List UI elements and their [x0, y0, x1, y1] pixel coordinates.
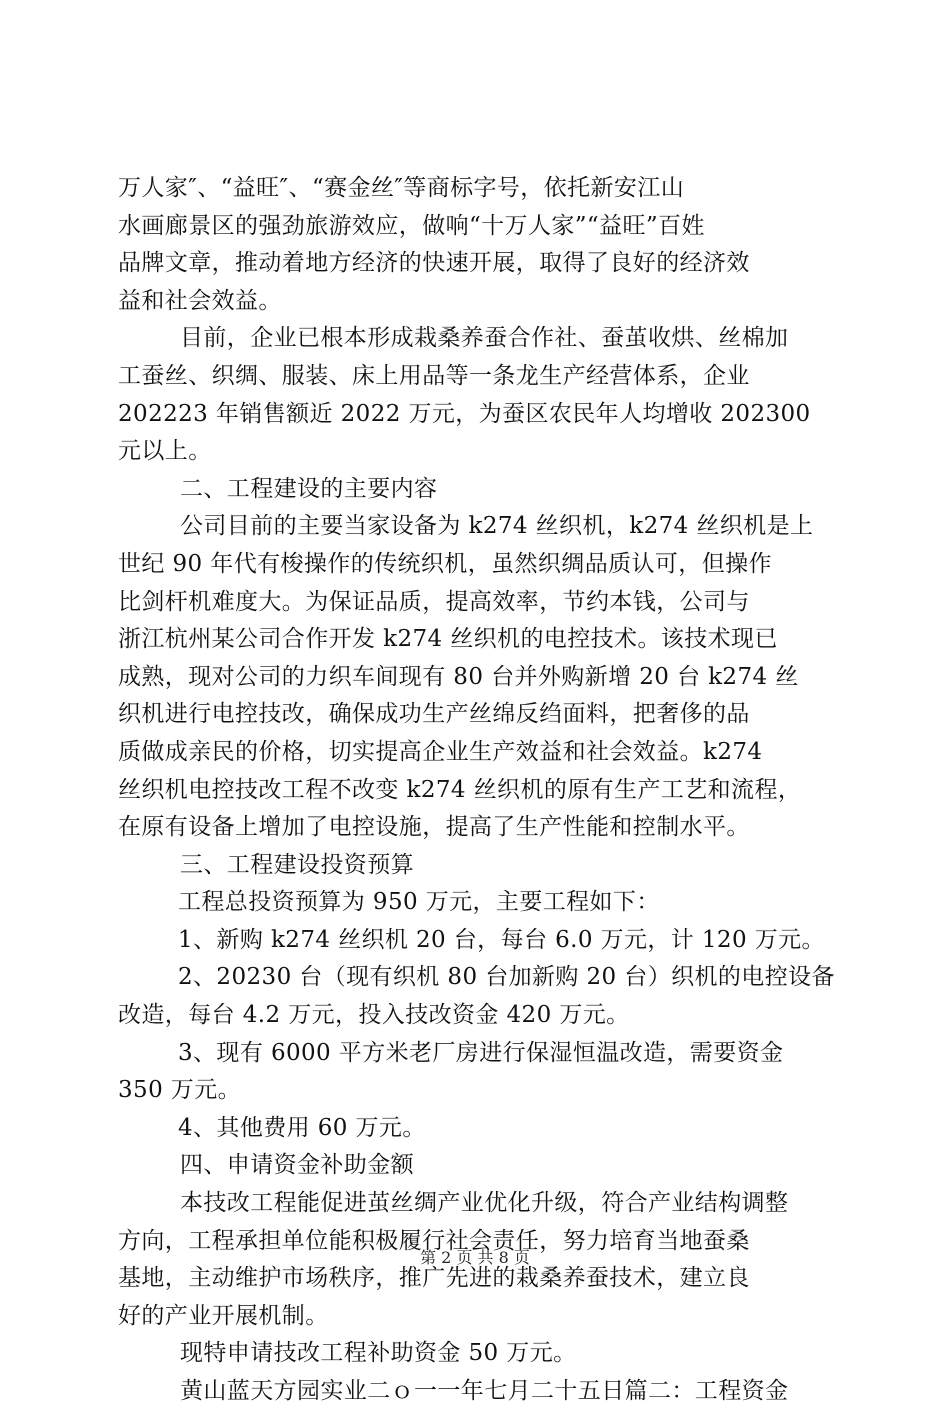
text-line: 丝织机电控技改工程不改变 k274 丝织机的原有生产工艺和流程，: [118, 776, 802, 803]
text-line: 基地，主动维护市场秩序，推广先进的栽桑养蚕技术，建立良: [118, 1265, 750, 1292]
text-line: 在原有设备上增加了电控设施，提高了生产性能和控制水平。: [118, 814, 750, 841]
text-line: 好的产业开展机制。: [118, 1302, 329, 1329]
list-item: 1、新购 k274 丝织机 20 台，每台 6.0 万元，计 120 万元。: [178, 926, 825, 953]
text-line: 本技改工程能促进茧丝绸产业优化升级，符合产业结构调整: [180, 1190, 789, 1217]
section-heading: 二、工程建设的主要内容: [180, 475, 438, 502]
text-line: 现特申请技改工程补助资金 50 万元。: [180, 1340, 577, 1367]
text-line: 350 万元。: [118, 1077, 242, 1104]
text-line: 元以上。: [118, 438, 212, 465]
list-item: 2、20230 台（现有织机 80 台加新购 20 台）织机的电控设备: [178, 964, 835, 991]
text-line: 品牌文章，推动着地方经济的快速开展，取得了良好的经济效: [118, 250, 750, 277]
text-line: 成熟，现对公司的力织车间现有 80 台并外购新增 20 台 k274 丝: [118, 663, 799, 690]
text-line: 目前，企业已根本形成栽桑养蚕合作社、蚕茧收烘、丝棉加: [180, 325, 789, 352]
section-heading: 三、工程建设投资预算: [180, 851, 414, 878]
text-line: 质做成亲民的价格，切实提高企业生产效益和社会效益。k274: [118, 738, 763, 765]
text-line: 黄山蓝天方园实业二ｏ一一年七月二十五日篇二：工程资金: [180, 1378, 789, 1404]
text-line: 织机进行电控技改，确保成功生产丝绵反绉面料，把奢侈的品: [118, 701, 750, 728]
text-line: 改造，每台 4.2 万元，投入技改资金 420 万元。: [118, 1002, 630, 1029]
page-number: 第 2 页 共 8 页: [420, 1248, 530, 1267]
text-line: 工蚕丝、织绸、服装、床上用品等一条龙生产经营体系，企业: [118, 362, 750, 389]
text-line: 工程总投资预算为 950 万元，主要工程如下：: [178, 889, 660, 916]
text-line: 万人家″、“益旺″、“赛金丝″等商标字号，依托新安江山: [118, 175, 685, 201]
document-body: [118, 170, 838, 1411]
text-line: 202223 年销售额近 2022 万元，为蚕区农民年人均增收 202300: [118, 400, 811, 427]
text-line: 方向，工程承担单位能积极履行社会责任，努力培育当地蚕桑: [118, 1227, 750, 1254]
text-line: 比剑杆机难度大。为保证品质，提高效率，节约本钱，公司与: [118, 588, 750, 615]
text-line: 浙江杭州某公司合作开发 k274 丝织机的电控技术。该技术现已: [118, 626, 778, 653]
text-line: 公司目前的主要当家设备为 k274 丝织机，k274 丝织机是上: [180, 513, 814, 540]
text-line: 益和社会效益。: [118, 287, 282, 314]
list-item: 4、其他费用 60 万元。: [178, 1114, 426, 1141]
text-line: 世纪 90 年代有梭操作的传统织机，虽然织绸品质认可，但操作: [118, 550, 772, 577]
section-heading: 四、申请资金补助金额: [180, 1152, 414, 1179]
list-item: 3、现有 6000 平方米老厂房进行保湿恒温改造，需要资金: [178, 1039, 784, 1066]
text-line: 水画廊景区的强劲旅游效应，做响“十万人家”“益旺”百姓: [118, 212, 705, 239]
